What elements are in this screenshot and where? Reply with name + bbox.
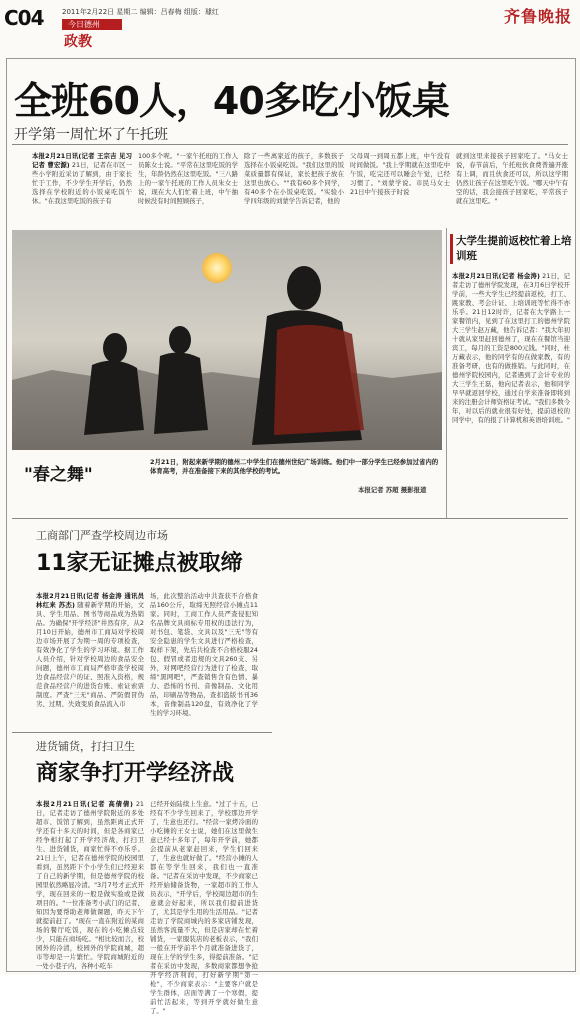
news-photo bbox=[12, 230, 442, 450]
page-header bbox=[0, 0, 580, 58]
article3-text: 21日，记者走访了德州学院附近的多处超市、饭馆了解到，虽然距离正式开学还有十多天的时间，但是各商家已经争相打起了开学经济战，打扫卫生、进货铺货，商家忙得不亦乐乎。21日上午，记者在德州学院的校园里看到，虽然距下个小学生们已经迎来了自己的新学期，但是德州学院的校园里依然略显冷清。"3月7号才正式开学，现在回来的一般是做实验或是做项目的。"一位准备考小武门的记者，知因为要帮助老师做课题，昨天下午就提前赶了。"现在一直在附近的某商场的餐厅吃饭，现在的小吃摊点较少，只能在商场吃。"相比较而言，校园外的冷清，校园外的学院商城，超市等却是一片繁忙。学院商城附近的一处小巷子内，各种小吃车 bbox=[36, 800, 144, 970]
page-number: C04 bbox=[4, 6, 44, 30]
article3-byline: 本报2月21日讯(记者 高倩倩) bbox=[36, 800, 133, 808]
article2-headline: 11家无证摊点被取缔 bbox=[36, 551, 243, 576]
main-column-2: 100多个呢。"一家午托班的工作人员陈女士说。"平常在这里吃饭的学生，年龄仍然在这里吃饭。"三八路上的一家午托班的工作人员朱女士说，现在大人们忙着上班，中午抽时候没有时间照顾孩子， bbox=[138, 152, 238, 205]
article2-column-1 bbox=[36, 592, 144, 732]
sidebar-divider bbox=[446, 228, 447, 518]
sidebar-headline: 大学生提前返校忙着上培训班 bbox=[456, 235, 572, 262]
photo-caption: 2月21日，附起来新学期的德州二中学生们在德州世纪广场训练。他们中一部分学生已经参加过省内的体育高考，并在准备接下来的其他学校的考试。 bbox=[150, 458, 439, 475]
sidebar-body bbox=[452, 272, 570, 512]
article3-headline: 商家争打开学经济战 bbox=[36, 761, 235, 786]
sidebar-byline: 本报2月21日讯(记者 杨金涛) bbox=[452, 272, 540, 280]
main-subhead: 开学第一周忙坏了午托班 bbox=[14, 127, 168, 143]
divider bbox=[12, 518, 568, 519]
main-headline: 全班60人，40多吃小饭桌 bbox=[14, 79, 449, 123]
masthead-logo: 齐鲁晚报 bbox=[503, 7, 572, 26]
divider bbox=[12, 144, 568, 145]
article2-column-2: 场，此次整治活动中共查获不合格食品160公斤，取缔无照经营小摊点11家。同时，工商工作人员严查侵犯知名品牌文具商标专用权的违法行为，对书包、笔袋、文具以及"三无"等有安全隐患的学生文具进行严格检查，取样下架，先后共检查不合格校服24包、假冒或者违规的文具260支、另外，对网吧经营行为进行了检查，取缔"黑网吧"，严查销售含有色情、暴力、恐怖的书刊、音像制品、文化用品，印刷品等物品，查扣盗版书刊36本，音像制品120盘，有效净化了学生的学习环境。 bbox=[150, 592, 258, 717]
article2-kicker: 工商部门严查学校周边市场 bbox=[36, 529, 168, 542]
main-column-1 bbox=[32, 152, 132, 228]
sidebar-text: 21日，记者走访了德州学院发现，在3月6日学校开学前，一些大学生已经提前返校，打工、跳家教、考会计证、上培训班等忙得不亦乐乎。21日12时许，记者在大学路上一家餐馆内，见到了在这里打工的德州学院大三学生赵万藏，他告诉记者："我大年初十就从家里赶回德州了，现在在餐馆当迎宾工，每月的工资是800元钱。"同时，杜万藏表示，他的同学有的在做家教，有的准备考研，也有的做推销。与此同时，在德州学院校园内，记者遇到了会计专业的大三学生王磊，他向记者表示，他和同学早早就返回学校，通过自学来准备即将到来的注册会计师资格证考试。"我们多数今年，对以后的就业很有好处，提前返校的同学中，有的报了计算机和英语培训班。" bbox=[452, 272, 570, 424]
issue-meta: 2011年2月22日 星期二 编辑：吕春梅 组版：璩红 bbox=[62, 8, 219, 16]
divider bbox=[12, 732, 272, 733]
article3-column-2: 已经开始陆续上生意。"过了十五，已经有不少学生回来了，学校那边开学了，生意也还行。"经营一家烤冷面的小吃摊的王女士说，她们在这里做生意已经十多年了，每年开学前，她都会提前从老家赶回来，学生们回来了，生意也就好做了。"经营小摊的人都在等学生回来，我们也一直准备。"记者在采访中发现，不少商家已经开始储备货物，一家超市的工作人员表示，"开学后，学校周边超市的生意就会好起来，所以我们提前进货了，尤其是学生用的生活用品。"记者走访了学院商城内的多家店铺发现，虽然客流量不大，但是店家却在忙着铺货，一家服装店的老板表示，"我们一般在开学前半个月就准备进货了，现在上学的学生多，得提前准备。"记者在采访中发现，多数商家都想争抢开学经济利润，打好新学期"第一枪"，不少商家表示："主要客户就是学生群体，店面等满了一个寒假，提前忙活起来，等到开学就好做生意了。" bbox=[150, 800, 258, 1015]
main-column-3: 除了一些离家近的孩子，多数孩子选择在小饭桌吃饭。"我们这里的饭菜质量都有保证，家长把孩子放在这里也放心。""我有60多个同学，有40多个在小饭桌吃饭。"实验小学四年级的刘蒙学告诉记者，他的 bbox=[244, 152, 344, 205]
main-column-4: 父母周一到周五都上班，中午没有时间做饭。"我上学期就在这里吃中午饭，吃完还可以睡会午觉，已经习惯了。"刘蒙学说。市民马女士21日中午接孩子时说 bbox=[350, 152, 450, 196]
runners-photo bbox=[12, 230, 442, 450]
sun-shape bbox=[202, 253, 232, 283]
main-column-5: 就到这里来接孩子回家吃了。"马女士说，春节前后，午托班伙食费普遍开涨有上调，而且伙食还可以，所以这学期仍然让孩子在这里吃午饭。"哪天中午有空的话，我会接孩子回家吃，平常孩子就在这里吃。" bbox=[456, 152, 568, 205]
main-byline: 本报2月21日讯(记者 王宗吉 见习记者 曹宏源) bbox=[32, 152, 132, 169]
section-bar: 今日德州 bbox=[62, 19, 122, 30]
article3-column-1 bbox=[36, 800, 144, 970]
article2-text: 随着新学期的开始，文具、学生用品、图书等商品成为热销品。为确保"开学经济"井然有序，从2月10日开始，德州市工商局对学校周边市场开展了为期一周的专项检查，有效净化了学生的学习环境。据工作人员介绍，针对学校周边的食品安全问题，德州市工商局严格审查学校周边食品经营户的证、照准入资格，规范食品经营户的进货台账、索证索票制度。严查"三无"商品、严防假冒伪劣、过期、失效变质食品流入市 bbox=[36, 601, 144, 708]
photo-caption-title: "春之舞" bbox=[24, 465, 93, 485]
main-text: 21日，记者在市区一些小学附近采访了解到，由于家长忙于工作，不少学生开学后，仍然选择在学校附近的小饭桌吃饭午休。"在我这里吃饭的孩子有 bbox=[32, 161, 132, 205]
photo-credit: 本报记者 苏超 摄影报道 bbox=[358, 486, 427, 494]
section-title: 政教 bbox=[64, 34, 92, 50]
article3-kicker: 进货铺货，打扫卫生 bbox=[36, 740, 135, 753]
article2-byline: 本报2月21日讯(记者 杨金涛 通讯员 林红来 苏杰) bbox=[36, 592, 144, 609]
sidebar-accent-bar bbox=[450, 234, 453, 264]
